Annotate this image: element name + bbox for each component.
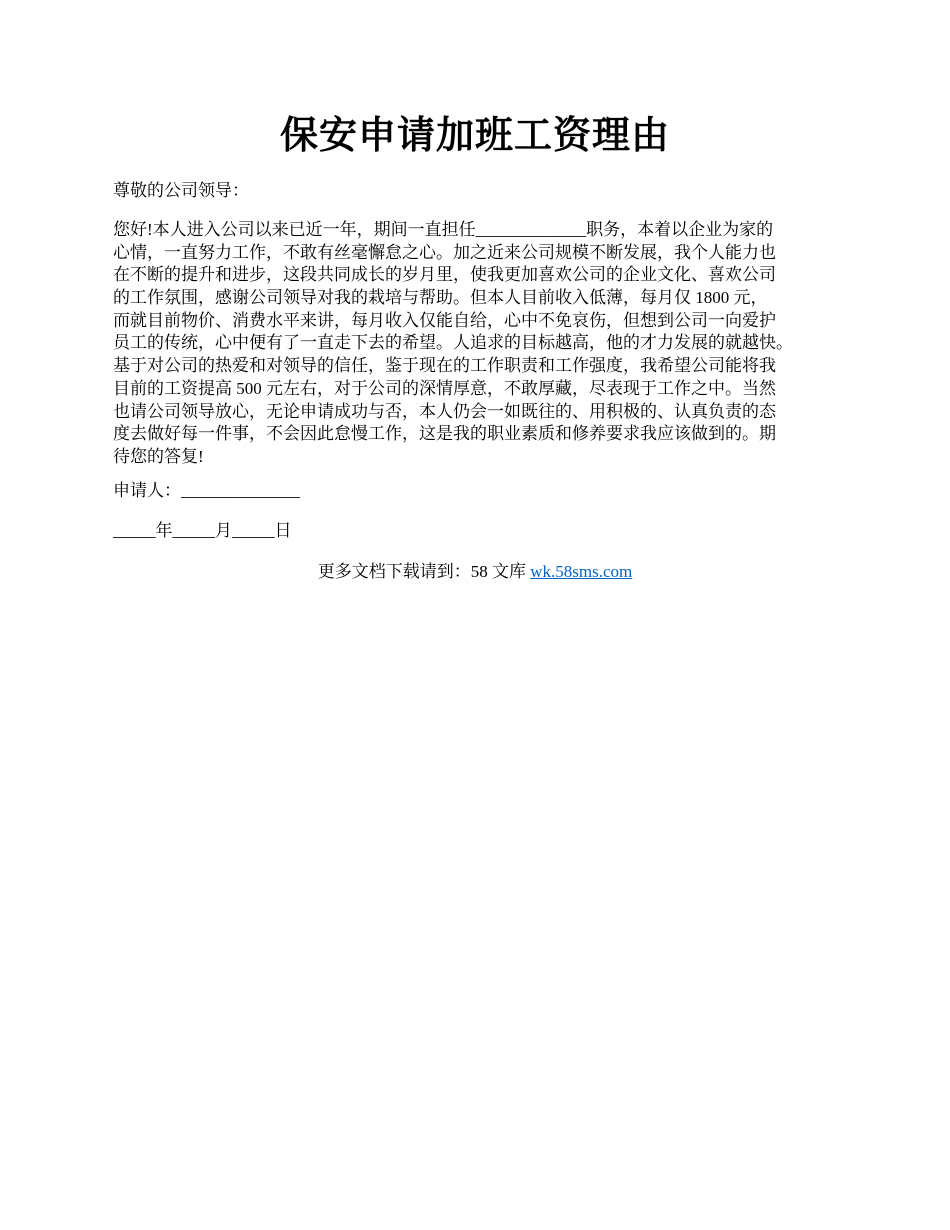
footer-link[interactable]: wk.58sms.com [530,562,633,581]
body-line: 的工作氛围，感谢公司领导对我的栽培与帮助。但本人目前收入低薄，每月仅 1800 元， [113,288,768,308]
body-line: 而就目前物价、消费水平来讲，每月收入仅能自给，心中不免哀伤，但想到公司一向爱护 [113,310,776,330]
body-line: 度去做好每一件事，不会因此怠慢工作，这是我的职业素质和修养要求我应该做到的。期 [113,424,776,444]
body-line: 心情，一直努力工作，不敢有丝毫懈怠之心。加之近来公司规模不断发展，我个人能力也 [113,242,776,262]
page-title: 保安申请加班工资理由 [279,115,670,157]
footer [0,560,950,584]
date-line: _____年_____月_____日 [113,521,292,540]
body-line: 在不断的提升和进步，这段共同成长的岁月里，使我更加喜欢公司的企业文化、喜欢公司 [113,265,776,285]
body-line: 基于对公司的热爱和对领导的信任，鉴于现在的工作职责和工作强度，我希望公司能将我 [113,356,776,376]
body-line: 您好!本人进入公司以来已近一年，期间一直担任_____________职务，本着以企业为家的 [113,220,774,239]
body-line: 目前的工资提高 500 元左右，对于公司的深情厚意，不敢厚藏，尽表现于工作之中。当然 [113,378,776,398]
footer-prefix: 更多文档下载请到：58 文库 [317,562,531,581]
salutation: 尊敬的公司领导： [113,181,249,200]
body-line: 员工的传统，心中便有了一直走下去的希望。人追求的目标越高，他的才力发展的就越快。 [113,333,793,353]
body-line: 待您的答复! [113,446,204,466]
applicant-signature-line: 申请人：______________ [113,481,300,500]
body-line: 也请公司领导放心，无论申请成功与否，本人仍会一如既往的、用积极的、认真负责的态 [113,401,776,421]
letter-body [113,219,853,469]
